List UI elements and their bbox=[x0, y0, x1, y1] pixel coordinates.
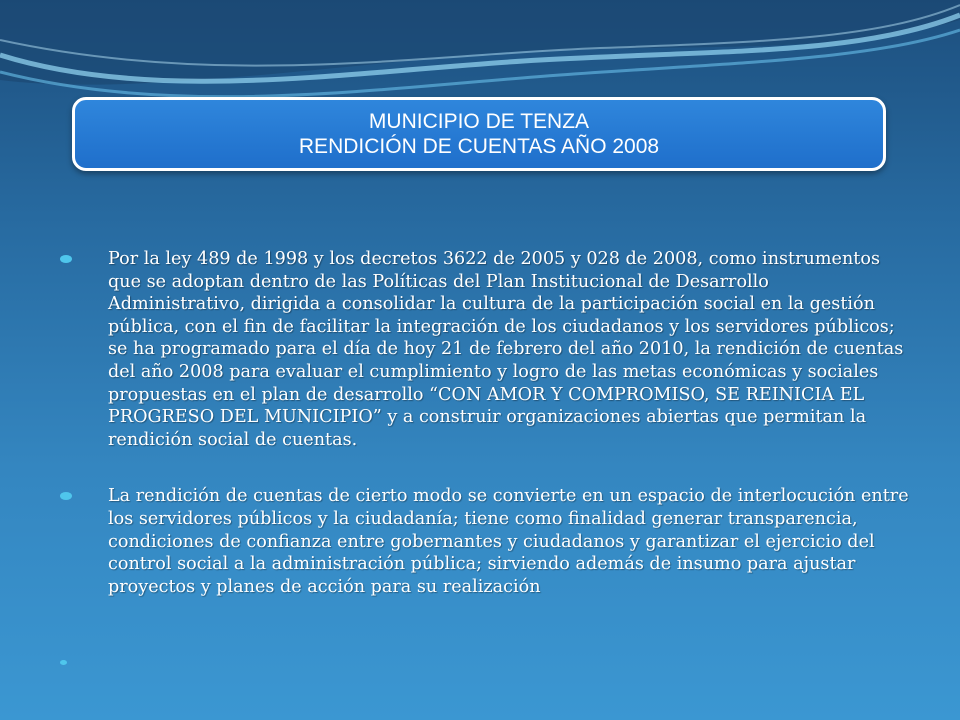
content-body bbox=[60, 248, 910, 632]
bullet-text-1: Por la ley 489 de 1998 y los decretos 3622 de 2005 y 028 de 2008, como instrumentos que se adoptan dentro de las Políticas del Plan Institucional de Desarrollo Administrativo, dirigida a consolidar la cultura de la participación social en la gestión pública, con el fin de facilitar la integración de los ciudadanos y los servidores públicos; se ha programado para el día de hoy 21 de febrero del año 2010, la rendición de cuentas del año 2008 para evaluar el cumplimiento y logro de las metas económicas y sociales propuestas en el plan de desarrollo “CON AMOR Y COMPROMISO, SE REINICIA EL PROGRESO DEL MUNICIPIO” y a construir organizaciones abiertas que permitan la rendición social de cuentas. bbox=[108, 249, 904, 450]
bullet-text-2: La rendición de cuentas de cierto modo se convierte en un espacio de interlocución entre los servidores públicos y la ciudadanía; tiene como finalidad generar transparencia, condiciones de confianza entre gobernantes y ciudadanos y garantizar el ejercicio del control social a la administración pública; sirviendo además de insumo para ajustar proyectos y planes de acción para su realización bbox=[108, 486, 909, 597]
bullet-item-2 bbox=[60, 485, 910, 598]
title-line-2: RENDICIÓN DE CUENTAS AÑO 2008 bbox=[298, 135, 660, 158]
title-box bbox=[72, 97, 886, 171]
empty-bullet-dot-icon bbox=[60, 660, 67, 665]
bullet-dot-icon bbox=[60, 255, 72, 263]
title-line-1: MUNICIPIO DE TENZA bbox=[368, 110, 590, 133]
bullet-item-1 bbox=[60, 248, 910, 451]
bullet-dot-icon bbox=[60, 492, 72, 500]
